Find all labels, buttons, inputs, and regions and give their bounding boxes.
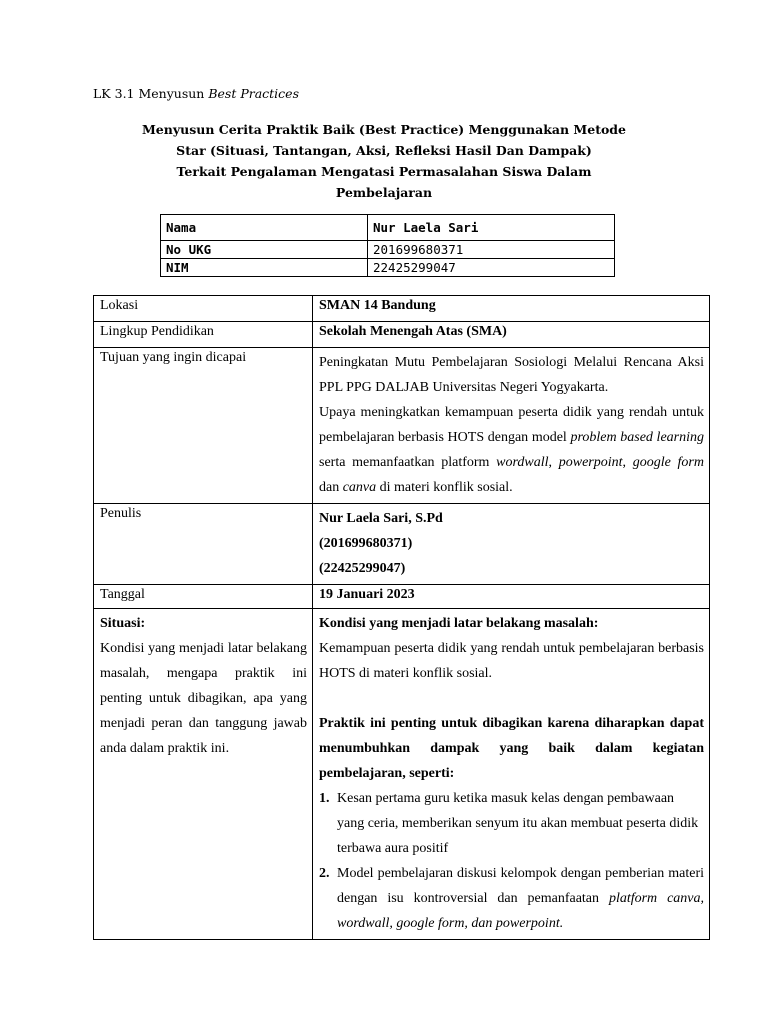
title-line-1: Menyusun Cerita Praktik Baik (Best Practice) Menggunakan Metode bbox=[141, 122, 627, 137]
tujuan-text-canva: canva bbox=[342, 480, 377, 495]
document-title bbox=[93, 119, 675, 203]
nama-label: Nama bbox=[161, 215, 368, 241]
row-lingkup bbox=[94, 322, 710, 348]
tujuan-text-googleform: google form bbox=[632, 455, 704, 470]
best-practice-table bbox=[93, 295, 710, 940]
tanggal-value: 19 Januari 2023 bbox=[313, 585, 710, 609]
heading-italic: Best Practices bbox=[208, 86, 299, 101]
row-tanggal bbox=[94, 585, 710, 609]
tujuan-text-g: , bbox=[622, 455, 633, 470]
penulis-name: Nur Laela Sari, S.Pd bbox=[319, 511, 443, 526]
lokasi-value: SMAN 14 Bandung bbox=[313, 296, 710, 322]
item-1-text: Kesan pertama guru ketika masuk kelas dengan pembawaan yang ceria, memberikan senyum itu akan membuat peserta didik terbawa aura positif bbox=[337, 791, 699, 856]
nama-value: Nur Laela Sari bbox=[368, 215, 615, 241]
tujuan-text-wordwall: wordwall bbox=[496, 455, 549, 470]
identity-row-ukg bbox=[161, 241, 615, 259]
item-2-text-a: Model pembelajaran diskusi kelompok dengan pemberian materi dengan isu kontroversial dan pemanfaatan bbox=[337, 866, 704, 906]
tujuan-text-c: serta memanfaatkan platform bbox=[319, 455, 497, 470]
title-line-3: Terkait Pengalaman Mengatasi Permasalahan Siswa Dalam bbox=[176, 164, 592, 179]
identity-table bbox=[160, 214, 615, 277]
list-item bbox=[319, 786, 704, 861]
item-2-number: 2. bbox=[319, 866, 330, 881]
title-line-2: Star (Situasi, Tantangan, Aksi, Refleksi Hasil Dan Dampak) bbox=[176, 143, 592, 158]
tujuan-value bbox=[313, 348, 710, 504]
item-2-text-platforms: platform canva, wordwall, google form, dan powerpoint. bbox=[337, 891, 705, 931]
kondisi-heading: Kondisi yang menjadi latar belakang masalah: bbox=[319, 616, 599, 631]
tujuan-text-a: Upaya meningkatkan kemampuan peserta didik yang rendah untuk pembelajaran berbasis HOTS dengan model bbox=[319, 405, 704, 445]
item-1-number: 1. bbox=[319, 791, 330, 806]
situasi-cell bbox=[94, 609, 313, 940]
penulis-nim: (22425299047) bbox=[319, 561, 406, 576]
ukg-label: No UKG bbox=[161, 241, 368, 259]
row-penulis bbox=[94, 504, 710, 585]
situasi-content bbox=[313, 609, 710, 940]
tujuan-text-i: dan bbox=[319, 480, 343, 495]
row-tujuan bbox=[94, 348, 710, 504]
heading-prefix: LK 3.1 Menyusun bbox=[93, 86, 209, 101]
situasi-description: Kondisi yang menjadi latar belakang masalah, mengapa praktik ini penting untuk dibagikan, apa yang menjadi peran dan tanggung jawab anda dalam praktik ini. bbox=[100, 641, 307, 756]
identity-row-nama bbox=[161, 215, 615, 241]
impact-list bbox=[319, 786, 704, 936]
lokasi-label: Lokasi bbox=[94, 296, 313, 322]
penulis-ukg: (201699680371) bbox=[319, 536, 413, 551]
tujuan-paragraph-1: Peningkatan Mutu Pembelajaran Sosiologi Melalui Rencana Aksi PPL PPG DALJAB Universitas Negeri Yogyakarta. bbox=[319, 355, 704, 395]
tanggal-label: Tanggal bbox=[94, 585, 313, 609]
worksheet-heading bbox=[93, 86, 299, 101]
tujuan-text-powerpoint: powerpoint bbox=[558, 455, 623, 470]
ukg-value: 201699680371 bbox=[368, 241, 615, 259]
nim-label: NIM bbox=[161, 259, 368, 277]
situasi-label: Situasi: bbox=[100, 616, 146, 631]
nim-value: 22425299047 bbox=[368, 259, 615, 277]
list-item bbox=[319, 861, 704, 936]
row-situasi bbox=[94, 609, 710, 940]
penulis-label: Penulis bbox=[94, 504, 313, 585]
tujuan-text-pbl: problem based learning bbox=[570, 430, 704, 445]
penting-heading: Praktik ini penting untuk dibagikan karena diharapkan dapat menumbuhkan dampak yang baik dalam kegiatan pembelajaran, seperti: bbox=[319, 716, 704, 781]
title-line-4: Pembelajaran bbox=[335, 185, 433, 200]
tujuan-label: Tujuan yang ingin dicapai bbox=[94, 348, 313, 504]
row-lokasi bbox=[94, 296, 710, 322]
penulis-value bbox=[313, 504, 710, 585]
item-2-text bbox=[337, 861, 704, 936]
tujuan-paragraph-2 bbox=[319, 400, 704, 500]
kondisi-text: Kemampuan peserta didik yang rendah untuk pembelajaran berbasis HOTS di materi konflik sosial. bbox=[319, 641, 704, 681]
lingkup-value: Sekolah Menengah Atas (SMA) bbox=[313, 322, 710, 348]
tujuan-text-k: di materi konflik sosial. bbox=[376, 480, 513, 495]
identity-row-nim bbox=[161, 259, 615, 277]
lingkup-label: Lingkup Pendidikan bbox=[94, 322, 313, 348]
tujuan-text-e: , bbox=[548, 455, 559, 470]
